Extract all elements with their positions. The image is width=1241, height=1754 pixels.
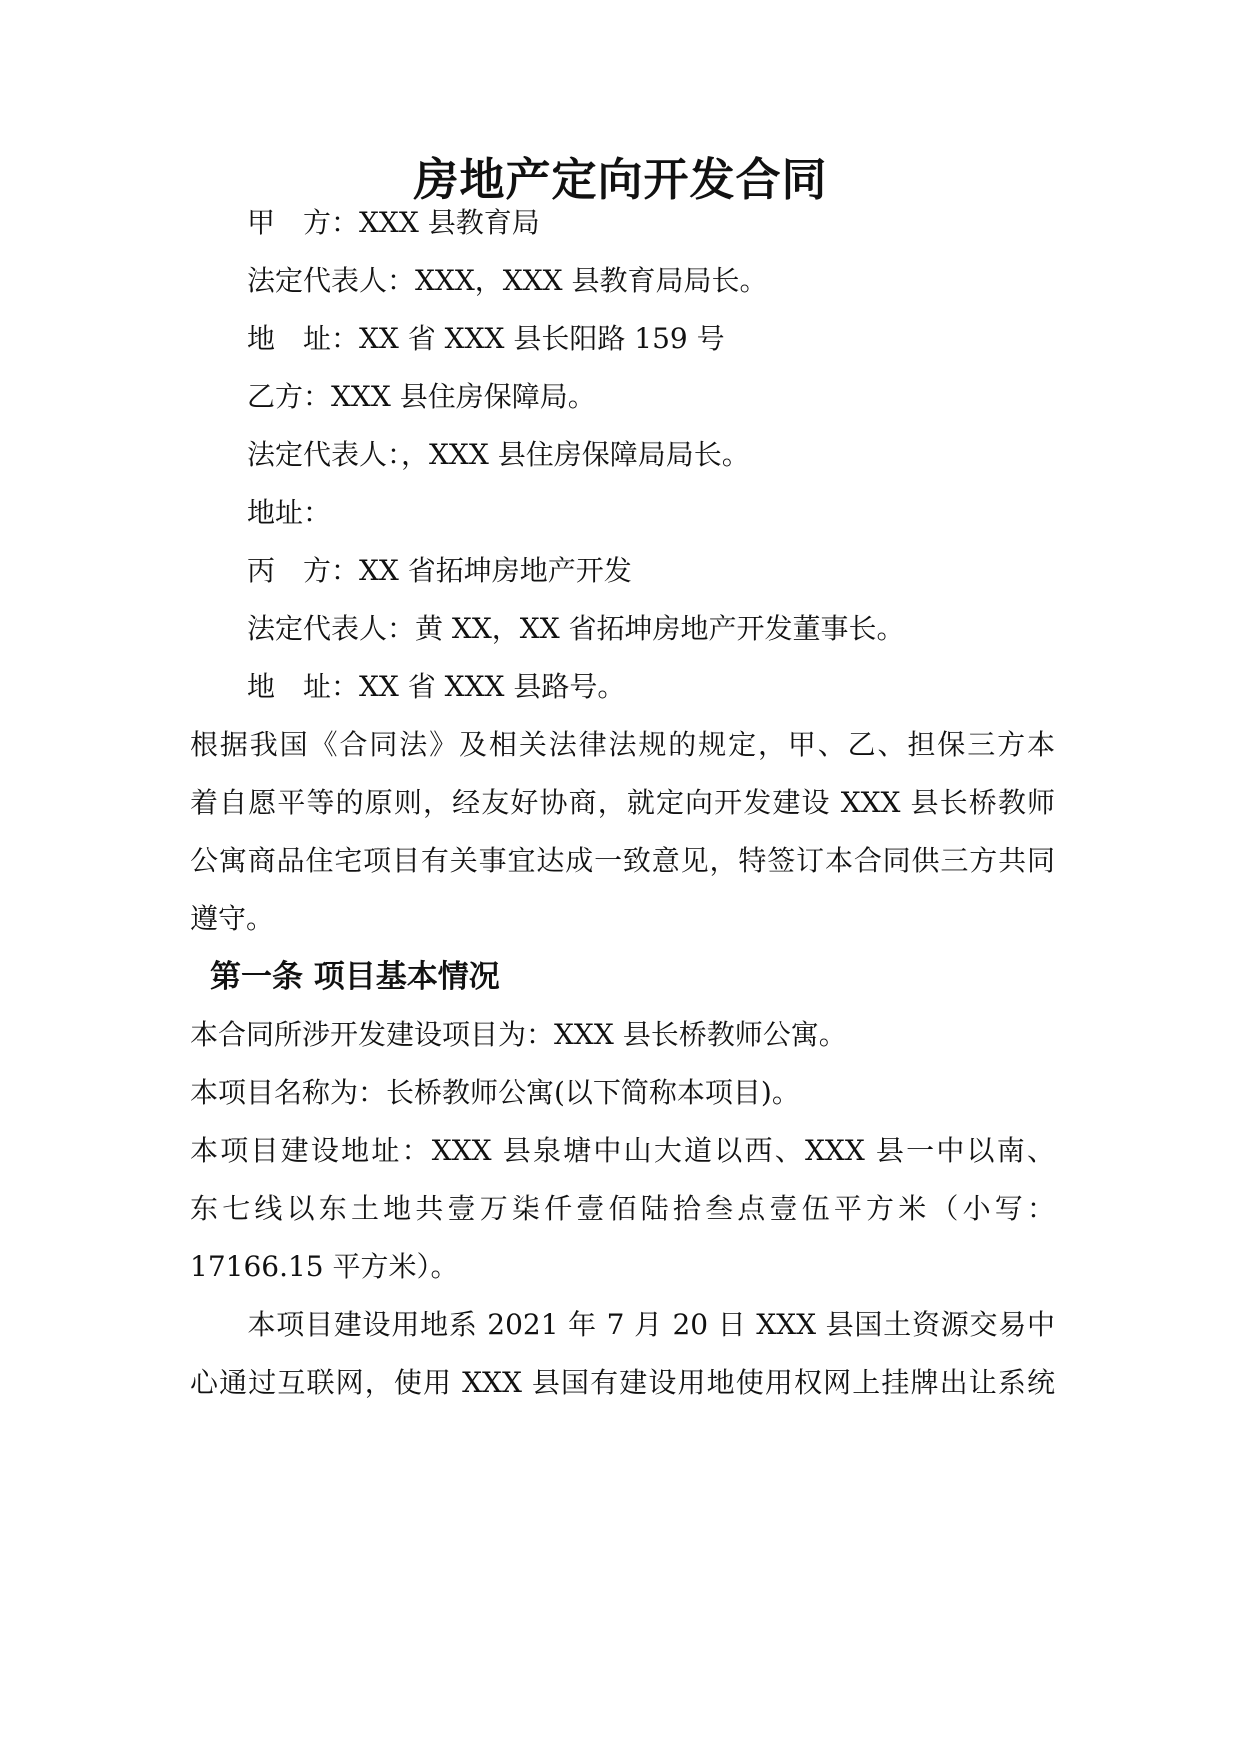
article-line: 本项目建设地址：XXX 县泉塘中山大道以西、XXX 县一中以南、 [190,1134,1055,1167]
article-line: 17166.15 平方米）。 [190,1250,459,1283]
party-c-line: 丙 方：XX 省拓坤房地产开发 [247,554,632,587]
party-a-address: 地 址：XX 省 XXX 县长阳路 159 号 [247,322,725,355]
article-line: 本合同所涉开发建设项目为：XXX 县长桥教师公寓。 [190,1018,847,1051]
article-line: 本项目建设用地系 2021 年 7 月 20 日 XXX 县国土资源交易中 [190,1308,1055,1341]
party-a-representative: 法定代表人：XXX，XXX 县教育局局长。 [247,264,768,297]
party-b-address: 地址： [247,496,332,529]
document-title: 房地产定向开发合同 [413,153,828,206]
preamble-line: 公寓商品住宅项目有关事宜达成一致意见，特签订本合同供三方共同 [190,844,1055,877]
preamble-line: 根据我国《合同法》及相关法律法规的规定，甲、乙、担保三方本 [190,728,1055,761]
article-heading: 第一条 项目基本情况 [210,959,500,995]
article-line: 东七线以东土地共壹万柒仟壹佰陆拾叁点壹伍平方米（小写： [190,1192,1055,1225]
party-a-line: 甲 方：XXX 县教育局 [247,206,540,239]
preamble-line: 遵守。 [190,902,275,935]
party-c-address: 地 址：XX 省 XXX 县路号。 [247,670,626,703]
article-line: 本项目名称为：长桥教师公寓(以下简称本项目)。 [190,1076,800,1109]
party-c-representative: 法定代表人：黄 XX，XX 省拓坤房地产开发董事长。 [247,612,905,645]
preamble-line: 着自愿平等的原则，经友好协商，就定向开发建设 XXX 县长桥教师 [190,786,1055,819]
party-b-representative: 法定代表人：，XXX 县住房保障局局长。 [247,438,750,471]
party-b-line: 乙方：XXX 县住房保障局。 [247,380,596,413]
article-line: 心通过互联网，使用 XXX 县国有建设用地使用权网上挂牌出让系统 [190,1366,1055,1399]
